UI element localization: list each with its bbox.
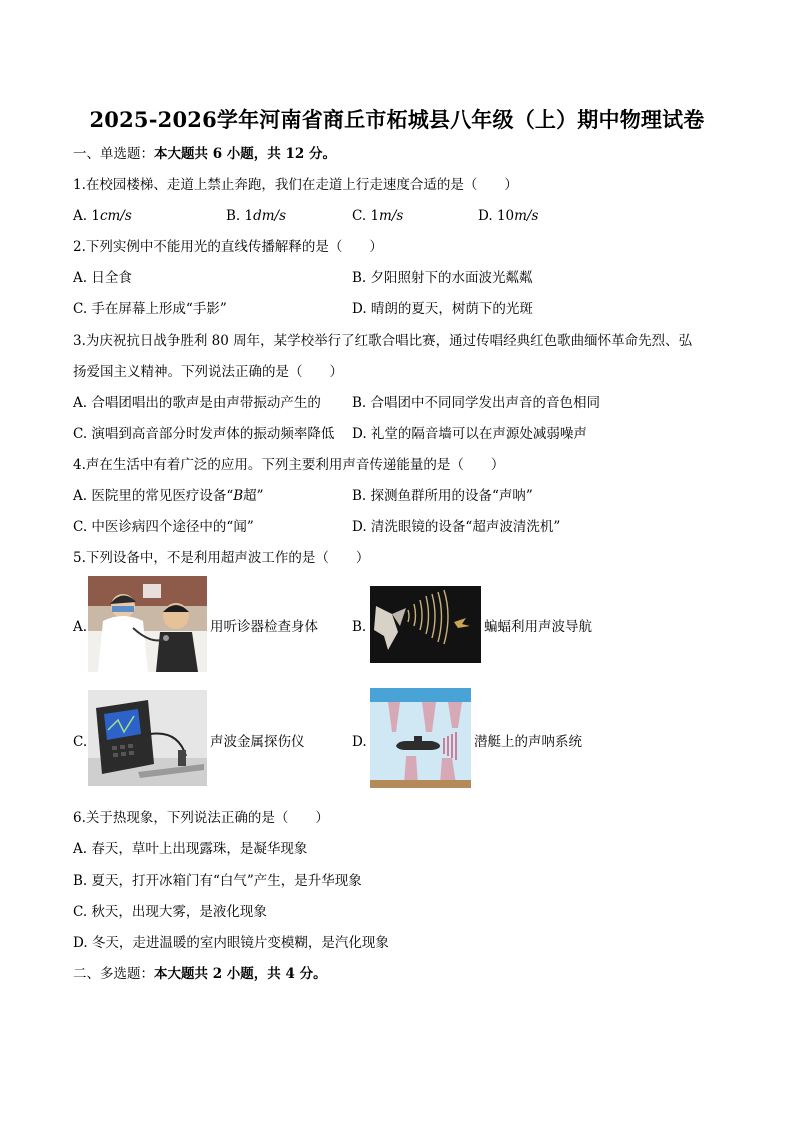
q2-option-a[interactable]: A. 日全食 <box>73 270 132 286</box>
q1-stem: 1.在校园楼梯、走道上禁止奔跑，我们在走道上行走速度合适的是（ ） <box>73 177 518 193</box>
q4-option-d[interactable]: D. 清洗眼镜的设备“超声波清洗机” <box>352 519 561 535</box>
q3-stem-line-1: 3.为庆祝抗日战争胜利 80 周年，某学校举行了红歌合唱比赛，通过传唱经典红色歌曲缅怀革命先烈、弘 <box>73 333 693 349</box>
q2-option-d[interactable]: D. 晴朗的夏天，树荫下的光斑 <box>352 301 533 317</box>
q1-option-b-num: 1 <box>244 208 254 224</box>
exam-title: 2025-2026学年河南省商丘市柘城县八年级（上）期中物理试卷 <box>89 107 705 132</box>
q2-option-c[interactable]: C. 手在屏幕上形成“手影” <box>73 301 227 317</box>
q6-stem: 6.关于热现象，下列说法正确的是（ ） <box>73 810 329 826</box>
section-1-info: 本大题共 6 小题，共 12 分。 <box>154 146 336 162</box>
doctor-stethoscope-image <box>88 576 207 672</box>
q2-option-b[interactable]: B. 夕阳照射下的水面波光粼粼 <box>352 270 533 286</box>
q4-stem: 4.声在生活中有着广泛的应用。下列主要利用声音传递能量的是（ ） <box>73 457 505 473</box>
q5-option-c-letter[interactable]: C. <box>73 734 88 750</box>
q5-option-c-label: 声波金属探伤仪 <box>210 734 305 750</box>
q4-option-a[interactable] <box>73 487 264 505</box>
section-2-prefix: 二、多选题： <box>73 966 154 982</box>
metal-flaw-detector-image <box>88 690 207 786</box>
q1-option-d-num: 10 <box>496 208 515 224</box>
q6-option-a[interactable]: A. 春天，草叶上出现露珠，是凝华现象 <box>73 841 308 857</box>
section-2-info: 本大题共 2 小题，共 4 分。 <box>154 966 327 982</box>
q4-option-a-suffix: 超” <box>243 488 264 504</box>
q5-option-a-letter[interactable]: A. <box>73 619 88 635</box>
q1-option-b-letter: B. <box>226 208 241 224</box>
q1-option-b[interactable] <box>226 207 286 225</box>
q1-option-a-num: 1 <box>91 208 100 224</box>
q3-option-a[interactable]: A. 合唱团唱出的歌声是由声带振动产生的 <box>73 395 321 411</box>
q5-stem: 5.下列设备中，不是利用超声波工作的是（ ） <box>73 550 370 566</box>
q1-option-c[interactable] <box>352 207 403 225</box>
section-1-prefix: 一、单选题： <box>73 146 154 162</box>
submarine-sonar-image <box>370 688 471 788</box>
q5-option-d-label: 潜艇上的声呐系统 <box>474 734 582 750</box>
q6-option-c[interactable]: C. 秋天，出现大雾，是液化现象 <box>73 904 267 920</box>
q3-option-b[interactable]: B. 合唱团中不同同学发出声音的音色相同 <box>352 395 601 411</box>
q5-option-b-letter[interactable]: B. <box>352 619 367 635</box>
q4-option-c[interactable]: C. 中医诊病四个途径中的“闻” <box>73 519 254 535</box>
section-1-heading <box>73 145 336 163</box>
q4-option-b[interactable]: B. 探测鱼群所用的设备“声呐” <box>352 488 533 504</box>
q1-option-a-unit: cm/s <box>99 208 132 224</box>
bat-echolocation-image <box>370 586 481 663</box>
q3-stem-line-2: 扬爱国主义精神。下列说法正确的是（ ） <box>73 364 343 380</box>
q1-option-b-unit: dm/s <box>253 208 287 224</box>
q1-option-d[interactable] <box>478 207 538 225</box>
q1-option-c-letter: C. <box>352 208 367 224</box>
q3-option-d[interactable]: D. 礼堂的隔音墙可以在声源处减弱噪声 <box>352 426 587 442</box>
q1-option-c-num: 1 <box>370 208 380 224</box>
q1-option-a[interactable] <box>73 207 132 225</box>
q6-option-d[interactable]: D. 冬天，走进温暖的室内眼镜片变模糊，是汽化现象 <box>73 935 389 951</box>
q3-option-c[interactable]: C. 演唱到高音部分时发声体的振动频率降低 <box>73 426 335 442</box>
q1-option-d-unit: m/s <box>514 208 539 224</box>
q1-option-d-letter: D. <box>478 208 493 224</box>
q4-option-a-italic: B <box>233 488 244 504</box>
q2-stem: 2.下列实例中不能用光的直线传播解释的是（ ） <box>73 239 383 255</box>
section-2-heading <box>73 965 327 983</box>
q5-option-d-letter[interactable]: D. <box>352 734 367 750</box>
q4-option-a-prefix: A. 医院里的常见医疗设备“ <box>73 488 234 504</box>
q5-option-b-label: 蝙蝠利用声波导航 <box>484 619 592 635</box>
q1-option-c-unit: m/s <box>379 208 404 224</box>
q5-option-a-label: 用听诊器检查身体 <box>210 619 318 635</box>
q1-option-a-letter: A. <box>73 208 88 224</box>
q6-option-b[interactable]: B. 夏天，打开冰箱门有“白气”产生，是升华现象 <box>73 873 362 889</box>
